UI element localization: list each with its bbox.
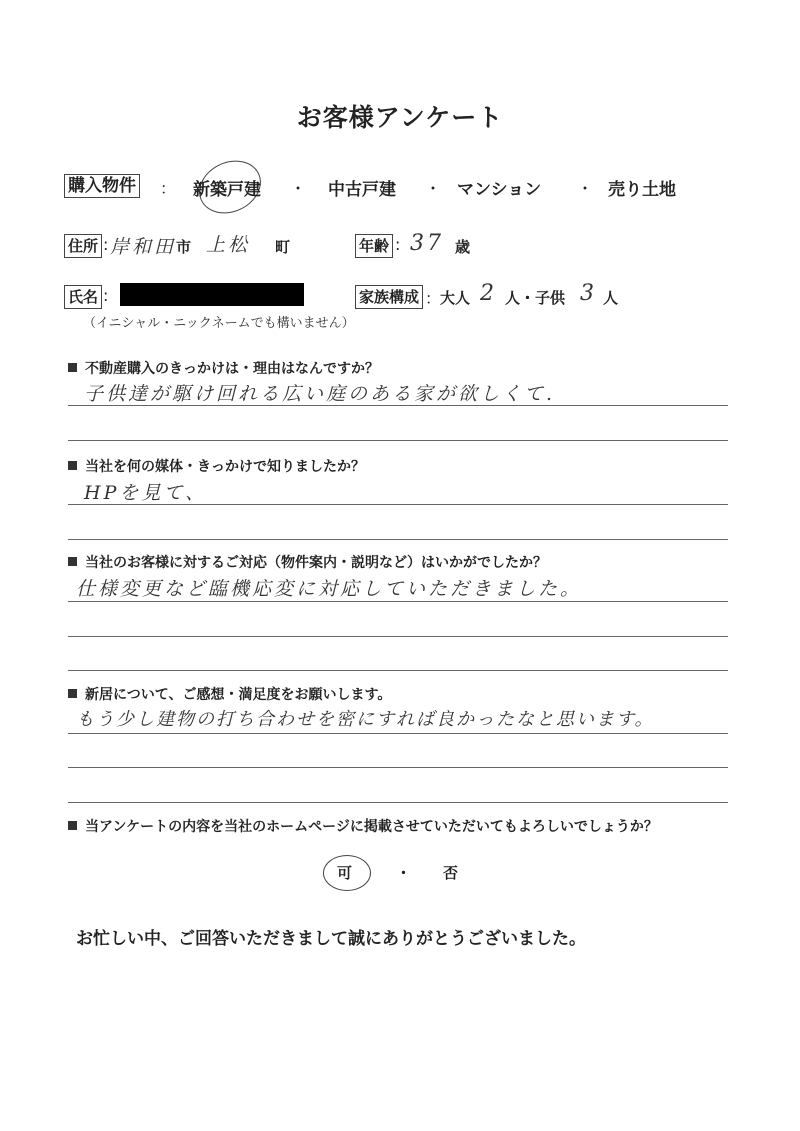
- answer-line: [68, 601, 728, 602]
- bullet-square-icon: [68, 461, 77, 470]
- page-title: お客様アンケート: [296, 103, 504, 132]
- bullet-square-icon: [68, 689, 77, 698]
- question-4: [68, 684, 391, 704]
- answer-1: 子供達が駆け回れる広い庭のある家が欲しくて.: [84, 383, 556, 405]
- age-unit: 歳: [455, 238, 471, 256]
- family-children-unit: 人: [603, 289, 619, 307]
- closing-message: お忙しい中、ご回答いただきまして誠にありがとうございました。: [76, 929, 586, 949]
- question-text: 新居について、ご感想・満足度をお願いします。: [85, 687, 392, 703]
- family-label: 家族構成: [355, 285, 423, 309]
- question-2: [68, 456, 365, 476]
- question-5: [68, 816, 658, 836]
- family-adults-label: 大人: [440, 289, 471, 307]
- answer-line: [68, 405, 728, 406]
- bullet-square-icon: [68, 557, 77, 566]
- answer-line: [68, 670, 728, 671]
- question-text: 不動産購入のきっかけは・理由はなんですか？: [85, 361, 379, 377]
- property-label: 購入物件: [64, 174, 140, 198]
- age-value: 37: [410, 231, 444, 256]
- question-1: [68, 358, 379, 378]
- family-children-value: 3: [580, 281, 597, 306]
- address-town-suffix: 町: [275, 238, 291, 256]
- permission-dot: ・: [396, 864, 412, 882]
- permission-yes: 可: [337, 864, 353, 882]
- property-dot: ・: [425, 179, 442, 198]
- address-city-suffix: 市: [176, 238, 192, 256]
- question-3: [68, 552, 547, 572]
- answer-line: [68, 440, 728, 441]
- family-adults-unit: 人・子供: [505, 289, 566, 307]
- permission-no: 否: [443, 864, 459, 882]
- answer-2: HPを見て、: [84, 482, 207, 504]
- answer-line: [68, 539, 728, 540]
- name-label: 氏名: [64, 285, 102, 309]
- property-colon: ：: [160, 179, 177, 198]
- address-colon: :: [103, 235, 109, 254]
- property-option-new-house: 新築戸建: [193, 180, 261, 200]
- question-text: 当アンケートの内容を当社のホームページに掲載させていただいてもよろしいでしょうか？: [85, 819, 658, 835]
- name-note: （イニシャル・ニックネームでも構いません）: [83, 316, 355, 331]
- address-town: 上松: [206, 234, 251, 256]
- age-label: 年齢: [355, 234, 393, 258]
- property-option-mansion: マンション: [457, 180, 542, 200]
- answer-4: もう少し建物の打ち合わせを密にすれば良かったなと思います。: [76, 709, 655, 730]
- name-redaction: [120, 283, 304, 306]
- answer-line: [68, 767, 728, 768]
- bullet-square-icon: [68, 363, 77, 372]
- property-option-used-house: 中古戸建: [328, 180, 396, 200]
- answer-3: 仕様変更など臨機応変に対応していただきました。: [76, 578, 583, 600]
- answer-line: [68, 733, 728, 734]
- age-colon: :: [395, 235, 401, 254]
- question-text: 当社を何の媒体・きっかけで知りましたか？: [85, 459, 365, 475]
- answer-line: [68, 802, 728, 803]
- name-colon: :: [103, 286, 109, 305]
- property-dot: ・: [290, 179, 307, 198]
- answer-line: [68, 636, 728, 637]
- address-city: 岸和田: [110, 236, 177, 258]
- family-adults-value: 2: [480, 281, 497, 306]
- property-dot: ・: [577, 179, 594, 198]
- question-text: 当社のお客様に対するご対応（物件案内・説明など）はいかがでしたか？: [85, 555, 547, 571]
- family-colon: ：: [425, 289, 442, 308]
- bullet-square-icon: [68, 821, 77, 830]
- answer-line: [68, 504, 728, 505]
- property-option-land: 売り土地: [608, 180, 676, 200]
- address-label: 住所: [64, 234, 102, 258]
